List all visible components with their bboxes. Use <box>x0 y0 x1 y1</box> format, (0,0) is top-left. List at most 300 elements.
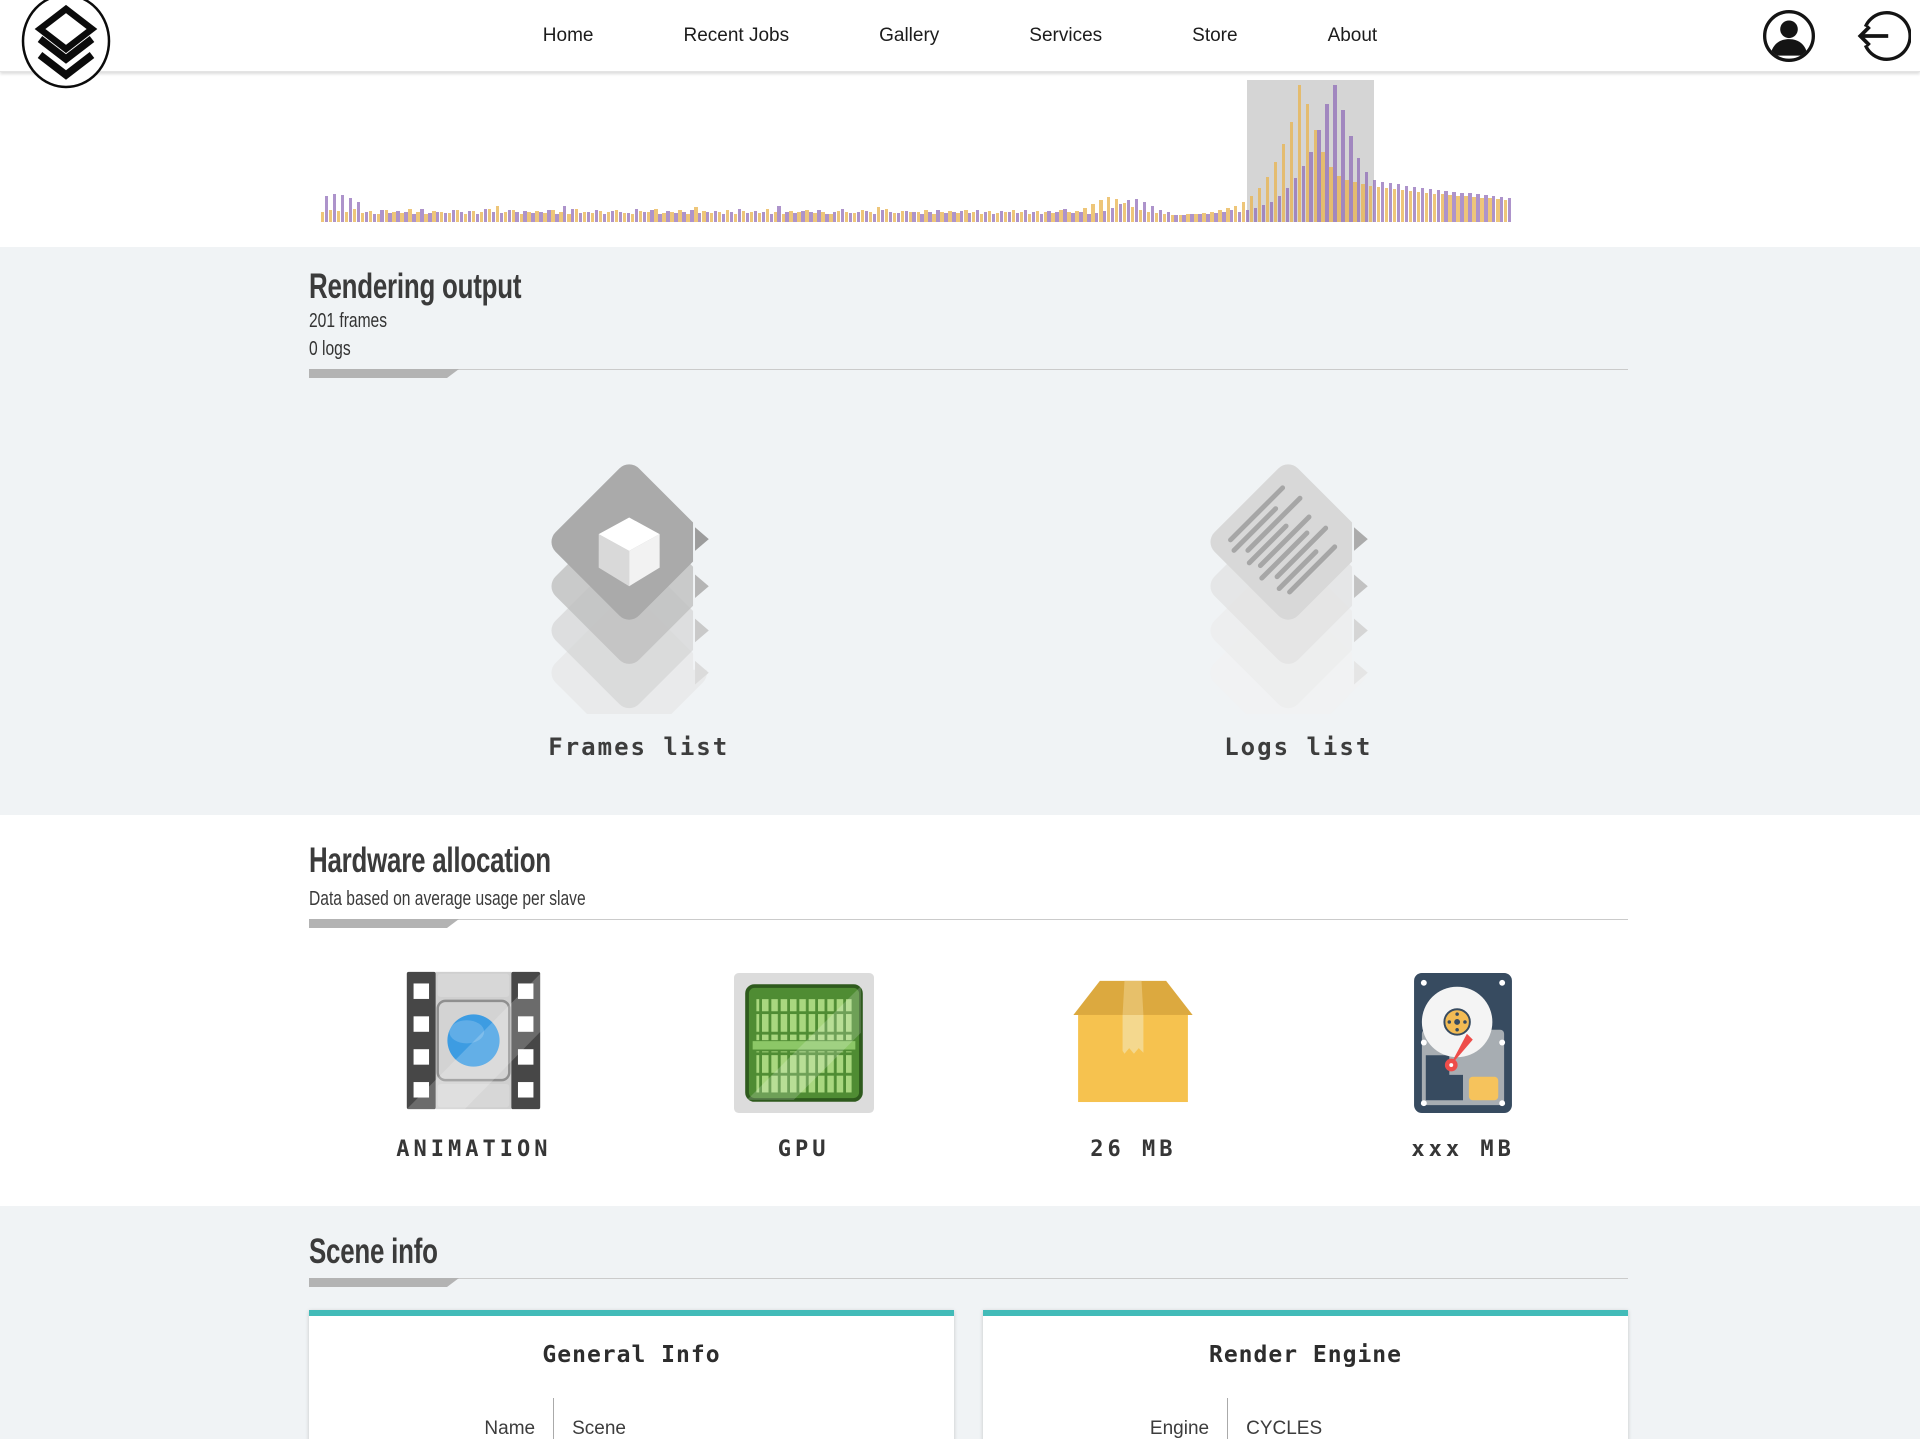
histogram-bar <box>325 196 328 222</box>
histogram-bar <box>349 198 352 222</box>
histogram-bar <box>1190 214 1193 222</box>
histogram-bar <box>801 211 804 222</box>
row-value-engine: CYCLES <box>1246 1418 1323 1439</box>
histogram-bar <box>897 213 900 222</box>
logs-list-card[interactable] <box>969 429 1629 761</box>
histogram-bar <box>1182 215 1185 222</box>
histogram-bar <box>789 211 792 222</box>
histogram-bar <box>1361 184 1364 222</box>
nav-links <box>543 25 1377 47</box>
histogram-bar <box>1306 104 1309 222</box>
section-divider <box>309 919 1628 929</box>
nav-item-home[interactable]: Home <box>542 24 594 46</box>
histogram-bar <box>996 213 999 222</box>
histogram-bar <box>912 212 915 222</box>
histogram-bar <box>1186 214 1189 222</box>
histogram-bar <box>964 210 967 222</box>
histogram-bar <box>1337 176 1340 222</box>
histogram-bar <box>1107 197 1110 222</box>
histogram-bar <box>1464 196 1467 222</box>
histogram-bar <box>976 210 979 222</box>
histogram-bar <box>666 211 669 222</box>
histogram-bar <box>829 214 832 222</box>
histogram-bar <box>885 209 888 222</box>
histogram-bar <box>599 211 602 222</box>
histogram-bar <box>361 213 364 222</box>
histogram-bar <box>948 211 951 222</box>
nav-item-services[interactable]: Services <box>1029 24 1103 46</box>
histogram-bar <box>762 212 765 222</box>
histogram-bar <box>504 212 507 222</box>
histogram-bar <box>1357 158 1360 222</box>
scene-info-title: Scene info <box>309 1232 438 1271</box>
histogram-bar <box>714 211 717 222</box>
histogram-bar <box>1429 189 1432 222</box>
render-engine-card <box>983 1310 1628 1439</box>
histogram-bar <box>817 210 820 222</box>
histogram-bar <box>1298 85 1301 222</box>
stacked-logs-icon <box>1203 701 1393 718</box>
histogram-bar <box>531 213 534 222</box>
histogram-bar <box>345 212 348 222</box>
histogram-bar <box>512 210 515 222</box>
logs-list-label: Logs list <box>1224 733 1373 761</box>
histogram-bar <box>849 213 852 222</box>
histogram-bar <box>1171 215 1174 222</box>
histogram-bar <box>436 212 439 222</box>
histogram-bar <box>1278 196 1281 222</box>
package-box-icon <box>969 961 1299 1113</box>
histogram-bar <box>782 214 785 222</box>
histogram-bar <box>643 212 646 222</box>
histogram-bar <box>853 213 856 222</box>
frames-list-card[interactable] <box>309 429 969 761</box>
histogram-bar <box>1456 196 1459 222</box>
histogram-bar <box>488 209 491 222</box>
histogram-bar <box>615 210 618 222</box>
histogram-bar <box>607 212 610 222</box>
histogram-bar <box>571 209 574 222</box>
histogram-bar <box>658 214 661 222</box>
user-avatar-icon[interactable] <box>1760 7 1818 65</box>
histogram-bar <box>543 213 546 222</box>
histogram-bar <box>1147 212 1150 222</box>
histogram-bar <box>1167 212 1170 222</box>
layers-logo-icon[interactable] <box>20 0 112 89</box>
histogram-bar <box>1024 210 1027 222</box>
histogram-bar <box>1230 210 1233 222</box>
histogram-bar <box>1433 194 1436 222</box>
histogram-bar <box>1075 211 1078 222</box>
histogram-bar <box>1377 187 1380 222</box>
histogram-bar <box>1083 208 1086 222</box>
hardware-label-gpu: GPU <box>777 1137 830 1162</box>
histogram-bar <box>1258 188 1261 222</box>
logs-count: 0 logs <box>309 338 351 360</box>
histogram-bar <box>1040 214 1043 222</box>
histogram-bar <box>1016 213 1019 222</box>
histogram-bar <box>583 212 586 222</box>
histogram-bar <box>1218 210 1221 222</box>
histogram-bar <box>476 214 479 222</box>
histogram-bar <box>567 214 570 222</box>
histogram-bar <box>1270 202 1273 222</box>
histogram-bar <box>444 213 447 222</box>
stacked-frames-icon <box>544 701 734 718</box>
hardware-item-memory <box>969 961 1299 1162</box>
histogram-bar <box>1385 188 1388 222</box>
histogram-bar <box>1071 213 1074 222</box>
histogram-bar <box>770 214 773 222</box>
histogram-bar <box>611 211 614 222</box>
histogram-bar <box>738 209 741 222</box>
histogram-bar <box>841 209 844 222</box>
histogram-bar <box>373 214 376 222</box>
histogram-bar <box>1393 189 1396 222</box>
histogram-bar <box>515 212 518 222</box>
histogram-bar <box>539 212 542 222</box>
histogram-bar <box>845 212 848 222</box>
histogram-bar <box>464 214 467 222</box>
rendering-output-title: Rendering output <box>309 267 522 306</box>
histogram-bar <box>901 211 904 222</box>
histogram-bar <box>1091 204 1094 222</box>
histogram-bar <box>984 212 987 222</box>
histogram-bar <box>690 210 693 222</box>
histogram-bar <box>1341 110 1344 222</box>
histogram-bar <box>1496 199 1499 222</box>
histogram-bar <box>1448 195 1451 222</box>
histogram-bar <box>1222 212 1225 222</box>
histogram-bar <box>682 212 685 222</box>
histogram-bar <box>1044 212 1047 222</box>
histogram-bar <box>1302 166 1305 222</box>
histogram-bar <box>412 214 415 222</box>
histogram-bar <box>1012 210 1015 222</box>
nav-item-recent-jobs[interactable]: Recent Jobs <box>683 24 790 46</box>
histogram-bar <box>595 210 598 222</box>
histogram-bar <box>686 214 689 222</box>
histogram-bar <box>1266 177 1269 222</box>
nav-actions <box>1760 7 1920 65</box>
histogram-bar <box>400 213 403 222</box>
histogram-bar <box>341 195 344 222</box>
histogram-bar <box>917 212 920 222</box>
histogram-bar <box>1234 206 1237 222</box>
histogram-bar <box>563 206 566 222</box>
histogram-bar <box>1008 212 1011 222</box>
hardware-item-gpu <box>639 961 969 1162</box>
histogram-bar <box>353 209 356 222</box>
histogram-bar <box>1004 212 1007 222</box>
histogram-bar <box>404 212 407 222</box>
histogram-bar <box>873 214 876 222</box>
histogram-bar <box>1159 210 1162 222</box>
histogram-bar <box>369 211 372 222</box>
histogram-bar <box>777 206 780 222</box>
histogram-bar <box>1131 207 1134 222</box>
job-histogram[interactable] <box>321 72 1521 247</box>
histogram-bar <box>698 213 701 222</box>
top-navbar <box>0 0 1920 72</box>
histogram-bar <box>968 213 971 222</box>
histogram-bar <box>924 210 927 222</box>
histogram-bar <box>774 212 777 222</box>
histogram-bar <box>1286 188 1289 222</box>
histogram-bar <box>1163 214 1166 222</box>
histogram-bar <box>1349 136 1352 222</box>
hard-drive-icon <box>1298 961 1628 1113</box>
histogram-bar <box>1441 194 1444 222</box>
histogram-bar <box>1444 191 1447 222</box>
histogram-bar <box>1079 212 1082 222</box>
histogram-bar <box>1472 197 1475 222</box>
hardware-label-memory: 26 MB <box>1090 1137 1177 1162</box>
histogram-bar <box>726 210 729 222</box>
histogram-bar <box>730 212 733 222</box>
histogram-bar <box>1119 204 1122 222</box>
histogram-bar <box>905 211 908 222</box>
histogram-bar <box>1123 203 1126 222</box>
histogram-bar <box>1055 212 1058 222</box>
histogram-bar <box>1409 191 1412 222</box>
histogram-bar <box>1381 182 1384 222</box>
histogram-bar <box>678 210 681 222</box>
histogram-bar <box>385 210 388 222</box>
nav-item-about[interactable]: About <box>1327 24 1378 46</box>
histogram-bar <box>416 212 419 222</box>
histogram-bar <box>1143 202 1146 222</box>
histogram-bar <box>750 212 753 222</box>
row-value-name: Scene <box>572 1418 626 1439</box>
histogram-bar <box>547 210 550 222</box>
histogram-bar <box>333 194 336 222</box>
histogram-bar <box>710 213 713 222</box>
histogram-bar <box>448 213 451 222</box>
card-row-engine <box>983 1398 1628 1439</box>
histogram-bar <box>551 210 554 222</box>
histogram-bar <box>793 213 796 222</box>
histogram-bar <box>424 214 427 222</box>
histogram-bar <box>468 211 471 222</box>
histogram-bar <box>579 213 582 222</box>
gpu-chip-icon <box>639 961 969 1113</box>
histogram-bar <box>1294 178 1297 222</box>
section-divider <box>309 369 1628 379</box>
histogram-bar <box>591 213 594 222</box>
histogram-bar <box>1421 188 1424 222</box>
histogram-bar <box>1226 208 1229 222</box>
hardware-item-storage <box>1298 961 1628 1162</box>
card-row-name <box>309 1398 954 1439</box>
histogram-bar <box>1262 205 1265 222</box>
histogram-bar <box>972 212 975 222</box>
histogram-bar <box>718 212 721 222</box>
histogram-bar <box>523 211 526 222</box>
histogram-bar <box>734 214 737 222</box>
histogram-bar <box>805 210 808 222</box>
histogram-bar <box>1365 172 1368 222</box>
histogram-bar <box>321 212 324 222</box>
histogram-bar <box>1345 180 1348 222</box>
histogram-bar <box>452 210 455 222</box>
histogram-bar <box>992 214 995 222</box>
histogram-bar <box>1032 212 1035 222</box>
nav-item-store[interactable]: Store <box>1192 24 1238 46</box>
histogram-bar <box>635 209 638 222</box>
histogram-bar <box>619 212 622 222</box>
histogram-bar <box>821 212 824 222</box>
histogram-bar <box>1198 214 1201 222</box>
histogram-bar <box>1274 162 1277 222</box>
histogram-bar <box>1317 130 1320 222</box>
scene-info-section <box>0 1206 1920 1439</box>
histogram-bar <box>1242 202 1245 222</box>
hardware-label-animation: ANIMATION <box>396 1137 552 1162</box>
histogram-bar <box>766 209 769 222</box>
histogram-bar <box>484 209 487 222</box>
histogram-bar <box>508 210 511 222</box>
histogram-bar <box>869 212 872 222</box>
histogram-bar <box>1174 215 1177 222</box>
histogram-bar <box>1254 208 1257 222</box>
histogram-bar <box>960 211 963 222</box>
histogram-bar <box>1369 186 1372 222</box>
histogram-bar <box>936 210 939 222</box>
histogram-bar <box>1139 210 1142 222</box>
histogram-bar <box>1329 167 1332 222</box>
frames-list-label: Frames list <box>548 733 730 761</box>
histogram-bar <box>650 210 653 222</box>
hardware-allocation-section <box>0 815 1920 1206</box>
histogram-bar <box>1484 195 1487 222</box>
histogram-bar <box>480 212 483 222</box>
histogram-bar <box>1492 196 1495 222</box>
histogram-bar <box>1480 198 1483 222</box>
histogram-bar <box>1103 211 1106 222</box>
histogram-bar <box>639 211 642 222</box>
histogram-bar <box>1437 190 1440 222</box>
histogram-bar <box>1321 152 1324 222</box>
histogram-bar <box>988 211 991 222</box>
histogram-bar <box>496 206 499 222</box>
histogram-bar <box>746 213 749 222</box>
histogram-bar <box>837 211 840 222</box>
histogram-bar <box>1059 210 1062 222</box>
histogram-bar <box>575 209 578 222</box>
histogram-bar <box>674 213 677 222</box>
row-label-name: Name <box>309 1398 554 1439</box>
histogram-bar <box>797 212 800 222</box>
histogram-bar <box>432 211 435 222</box>
histogram-bar <box>357 202 360 222</box>
histogram-bar <box>706 212 709 222</box>
histogram-bar <box>603 214 606 222</box>
histogram-bar <box>758 213 761 222</box>
general-info-card <box>309 1310 954 1439</box>
histogram-bar <box>1206 214 1209 222</box>
histogram-bar <box>1067 212 1070 222</box>
histogram-bar <box>1401 190 1404 222</box>
histogram-bar <box>1488 198 1491 222</box>
histogram-bar <box>785 212 788 222</box>
histogram-bar <box>1179 215 1182 222</box>
histogram-bar <box>1095 213 1098 222</box>
histogram-bar <box>1155 213 1158 222</box>
histogram-bar <box>1353 182 1356 222</box>
histogram-bar <box>1309 152 1312 222</box>
histogram-bar <box>654 209 657 222</box>
histogram-bar <box>813 213 816 222</box>
histogram-bar <box>631 214 634 222</box>
hardware-label-storage: xxx MB <box>1411 1137 1515 1162</box>
histogram-bar <box>440 212 443 222</box>
histogram-bar <box>825 214 828 222</box>
histogram-bar <box>460 212 463 222</box>
histogram-bar <box>396 211 399 222</box>
histogram-bar <box>877 207 880 222</box>
histogram-bar <box>428 213 431 222</box>
hardware-allocation-title: Hardware allocation <box>309 841 551 880</box>
rendering-output-section <box>0 247 1920 815</box>
frames-count: 201 frames <box>309 310 388 332</box>
histogram-bar <box>1425 193 1428 222</box>
histogram-bar <box>881 210 884 222</box>
histogram-bar <box>1087 214 1090 222</box>
job-activity-chart-section <box>0 72 1920 247</box>
histogram-bar <box>833 212 836 222</box>
histogram-bar <box>865 211 868 222</box>
histogram-bar <box>980 214 983 222</box>
histogram-bar <box>857 212 860 222</box>
nav-item-gallery[interactable]: Gallery <box>879 24 940 46</box>
logout-arrow-icon[interactable] <box>1853 7 1911 65</box>
histogram-bar <box>1389 183 1392 222</box>
histogram-bar <box>1504 200 1507 222</box>
histogram-bar <box>702 211 705 222</box>
histogram-bar <box>388 213 391 222</box>
render-engine-card-title: Render Engine <box>1208 1342 1402 1368</box>
histogram-bar <box>1047 211 1050 222</box>
histogram-bar <box>1238 212 1241 222</box>
histogram-bar <box>500 213 503 222</box>
histogram-bar <box>952 212 955 222</box>
histogram-bar <box>1028 214 1031 222</box>
histogram-bar <box>559 212 562 222</box>
histogram-bar <box>944 213 947 222</box>
section-divider <box>309 1278 1628 1288</box>
histogram-bar <box>555 214 558 222</box>
histogram-bar <box>742 211 745 222</box>
histogram-bar <box>861 210 864 222</box>
histogram-bar <box>1333 85 1336 222</box>
histogram-bar <box>1036 211 1039 222</box>
histogram-bar <box>670 212 673 222</box>
histogram-bar <box>456 210 459 222</box>
histogram-bar <box>956 213 959 222</box>
histogram-bar <box>1000 211 1003 222</box>
film-strip-icon <box>309 961 639 1113</box>
histogram-bar <box>932 214 935 222</box>
histogram-bar <box>587 212 590 222</box>
histogram-bar <box>1111 208 1114 222</box>
hardware-item-animation <box>309 961 639 1162</box>
histogram-bar <box>623 213 626 222</box>
histogram-bar <box>1508 198 1511 222</box>
histogram-bar <box>889 212 892 222</box>
histogram-bar <box>1417 192 1420 222</box>
histogram-bar <box>520 214 523 222</box>
